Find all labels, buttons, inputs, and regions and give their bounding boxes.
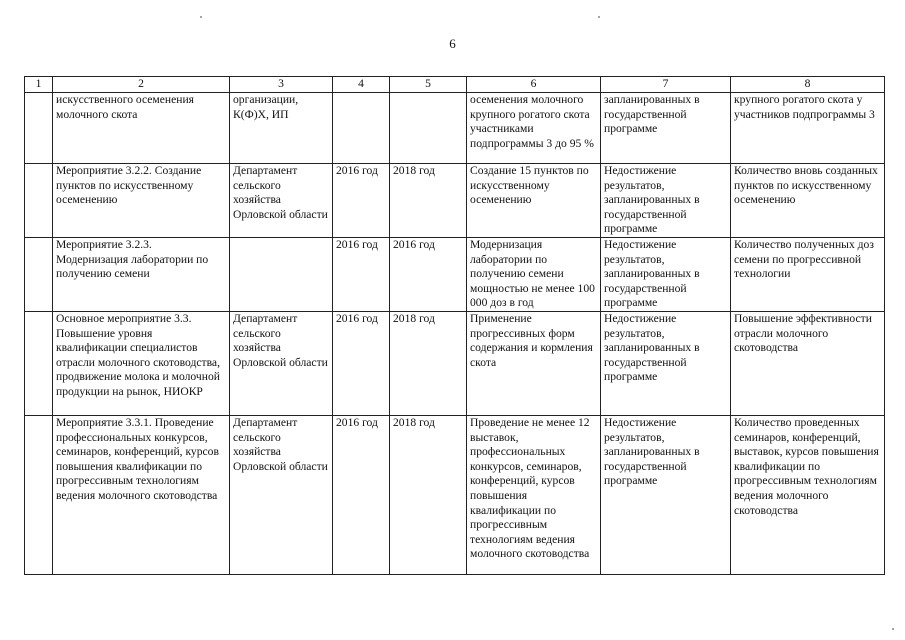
cell-indicator: крупного рогатого скота у участников подпрограммы 3 bbox=[731, 93, 885, 164]
cell-executor bbox=[230, 237, 333, 311]
header-col-8: 8 bbox=[731, 77, 885, 93]
cell-activity: Основное мероприятие 3.3. Повышение уровня квалификации специалистов отрасли молочного скотоводства, продвижение молока и молочной продукции на рынок, НИОКР bbox=[53, 311, 230, 415]
cell-start-year: 2016 год bbox=[333, 164, 390, 238]
cell-activity: Мероприятие 3.3.1. Проведение профессиональных конкурсов, семинаров, конференций, курсов повышения квалификации по прогрессивным технологиям ведения молочного скотоводства bbox=[53, 415, 230, 574]
header-col-5: 5 bbox=[390, 77, 467, 93]
header-col-2: 2 bbox=[53, 77, 230, 93]
cell-consequences: Недостижение результатов, запланированных в государственной программе bbox=[601, 164, 731, 238]
cell-activity: Мероприятие 3.2.3. Модернизация лаборатории по получению семени bbox=[53, 237, 230, 311]
cell-start-year bbox=[333, 93, 390, 164]
table-row bbox=[25, 93, 885, 164]
header-col-1: 1 bbox=[25, 77, 53, 93]
cell-consequences: Недостижение результатов, запланированных в государственной программе bbox=[601, 415, 731, 574]
cell-activity: искусственного осеменения молочного скота bbox=[53, 93, 230, 164]
cell-end-year: 2018 год bbox=[390, 164, 467, 238]
cell-consequences: Недостижение результатов, запланированных в государственной программе bbox=[601, 311, 731, 415]
cell-number bbox=[25, 311, 53, 415]
cell-start-year: 2016 год bbox=[333, 311, 390, 415]
scan-speck bbox=[892, 628, 894, 630]
header-col-4: 4 bbox=[333, 77, 390, 93]
cell-expected-result: осеменения молочного крупного рогатого скота участниками подпрограммы 3 до 95 % bbox=[467, 93, 601, 164]
cell-start-year: 2016 год bbox=[333, 237, 390, 311]
cell-number bbox=[25, 164, 53, 238]
cell-consequences: запланированных в государственной программе bbox=[601, 93, 731, 164]
cell-number bbox=[25, 237, 53, 311]
cell-expected-result: Проведение не менее 12 выставок, профессиональных конкурсов, семинаров, конференций, курсов повышения квалификации по прогрессивным технологиям ведения молочного скотоводства bbox=[467, 415, 601, 574]
header-col-6: 6 bbox=[467, 77, 601, 93]
cell-start-year: 2016 год bbox=[333, 415, 390, 574]
table-row bbox=[25, 237, 885, 311]
header-col-7: 7 bbox=[601, 77, 731, 93]
cell-expected-result: Создание 15 пунктов по искусственному осеменению bbox=[467, 164, 601, 238]
cell-end-year: 2018 год bbox=[390, 415, 467, 574]
table-row bbox=[25, 164, 885, 238]
scan-speck bbox=[598, 16, 600, 18]
cell-end-year: 2016 год bbox=[390, 237, 467, 311]
cell-end-year: 2018 год bbox=[390, 311, 467, 415]
cell-activity: Мероприятие 3.2.2. Создание пунктов по искусственному осеменению bbox=[53, 164, 230, 238]
program-table bbox=[24, 76, 885, 575]
header-col-3: 3 bbox=[230, 77, 333, 93]
cell-executor: организации, К(Ф)Х, ИП bbox=[230, 93, 333, 164]
cell-expected-result: Применение прогрессивных форм содержания и кормления скота bbox=[467, 311, 601, 415]
cell-end-year bbox=[390, 93, 467, 164]
cell-number bbox=[25, 415, 53, 574]
header-row bbox=[25, 77, 885, 93]
page-number: 6 bbox=[449, 36, 456, 51]
cell-consequences: Недостижение результатов, запланированных в государственной программе bbox=[601, 237, 731, 311]
cell-executor: Департамент сельского хозяйства Орловской области bbox=[230, 311, 333, 415]
cell-expected-result: Модернизация лаборатории по получению семени мощностью не менее 100 000 доз в год bbox=[467, 237, 601, 311]
table-row bbox=[25, 311, 885, 415]
cell-indicator: Повышение эффективности отрасли молочного скотоводства bbox=[731, 311, 885, 415]
table-row bbox=[25, 415, 885, 574]
cell-executor: Департамент сельского хозяйства Орловской области bbox=[230, 415, 333, 574]
cell-indicator: Количество вновь созданных пунктов по искусственному осеменению bbox=[731, 164, 885, 238]
cell-executor: Департамент сельского хозяйства Орловской области bbox=[230, 164, 333, 238]
cell-number bbox=[25, 93, 53, 164]
cell-indicator: Количество проведенных семинаров, конференций, выставок, курсов повышения квалификации по прогрессивным технологиям ведения молочного скотоводства bbox=[731, 415, 885, 574]
scan-speck bbox=[200, 16, 202, 18]
cell-indicator: Количество полученных доз семени по прогрессивной технологии bbox=[731, 237, 885, 311]
